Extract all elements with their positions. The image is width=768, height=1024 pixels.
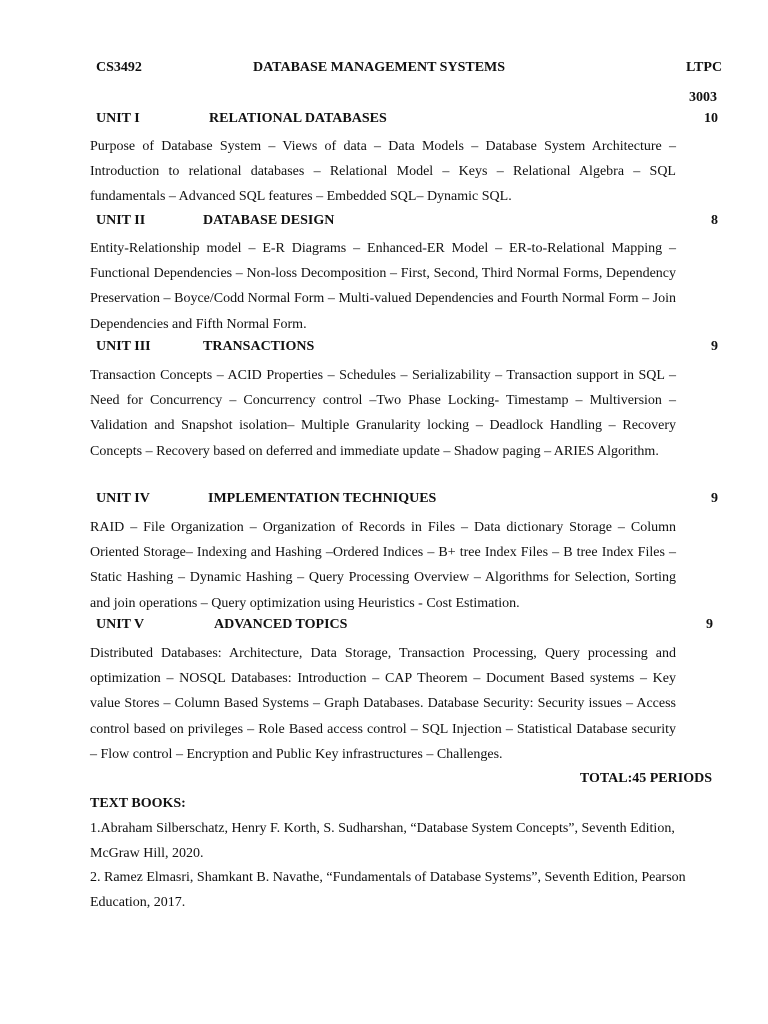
unit-content: Entity-Relationship model – E-R Diagrams – Enhanced-ER Model – ER-to-Relational Mapping – Functional Dependencies – Non-loss Decomposition – First, Second, Third Normal Forms, Dependency Preservation – Boyce/Codd Normal Form – Multi-valued Dependencies and Fourth Normal Form – Join Dependencies and Fifth Normal Form. bbox=[90, 241, 676, 332]
unit-number: UNIT II bbox=[96, 213, 146, 228]
unit-content: Transaction Concepts – ACID Properties – Schedules – Serializability – Transaction support in SQL – Need for Concurrency – Concurrency control –Two Phase Locking- Timestamp – Multiversion – Validation and Snapshot isolation– Multiple Granularity locking – Deadlock Handling – Recovery Concepts – Recovery based on deferred and immediate update – Shadow paging – ARIES Algorithm. bbox=[90, 368, 676, 459]
text-book-item: 2. Ramez Elmasri, Shamkant B. Navathe, “Fundamentals of Database Systems”, Seventh Edition, Pearson Education, 2017. bbox=[90, 870, 686, 910]
text-books-heading: TEXT BOOKS: bbox=[90, 796, 186, 811]
unit-title: ADVANCED TOPICS bbox=[214, 617, 348, 632]
unit-content: Distributed Databases: Architecture, Data Storage, Transaction Processing, Query processing and optimization – NOSQL Databases: Introduction – CAP Theorem – Document Based systems – Key value Stores – Column Based Systems – Graph Databases. Database Security: Security issues – Access control based on privileges – Role Based access control – SQL Injection – Statistical Database security – Flow control – Encryption and Public Key infrastructures – Challenges. bbox=[90, 646, 676, 762]
unit-hours: 9 bbox=[711, 491, 718, 506]
unit-number: UNIT I bbox=[96, 111, 140, 126]
ltpc-value: 3003 bbox=[689, 90, 717, 105]
text-book-item: 1.Abraham Silberschatz, Henry F. Korth, S. Sudharshan, “Database System Concepts”, Seventh Edition, McGraw Hill, 2020. bbox=[90, 821, 675, 861]
unit-hours: 9 bbox=[706, 617, 713, 632]
unit-title: DATABASE DESIGN bbox=[203, 213, 335, 228]
unit-content: Purpose of Database System – Views of data – Data Models – Database System Architecture – Introduction to relational databases – Relational Model – Keys – Relational Algebra – SQL fundamentals – Advanced SQL features – Embedded SQL– Dynamic SQL. bbox=[90, 139, 676, 205]
unit-number: UNIT III bbox=[96, 339, 151, 354]
unit-number: UNIT IV bbox=[96, 491, 150, 506]
course-title: DATABASE MANAGEMENT SYSTEMS bbox=[253, 60, 506, 75]
unit-number: UNIT V bbox=[96, 617, 145, 632]
total-periods: TOTAL:45 PERIODS bbox=[579, 771, 712, 786]
unit-hours: 10 bbox=[704, 111, 718, 126]
unit-hours: 8 bbox=[711, 213, 718, 228]
course-code: CS3492 bbox=[96, 60, 142, 75]
ltpc-label: LTPC bbox=[686, 60, 723, 75]
unit-title: IMPLEMENTATION TECHNIQUES bbox=[208, 491, 437, 506]
unit-title: TRANSACTIONS bbox=[203, 339, 315, 354]
unit-content: RAID – File Organization – Organization of Records in Files – Data dictionary Storage – Column Oriented Storage– Indexing and Hashing –Ordered Indices – B+ tree Index Files – B tree Index Files – Static Hashing – Dynamic Hashing – Query Processing Overview – Algorithms for Selection, Sorting and join operations – Query optimization using Heuristics - Cost Estimation. bbox=[90, 520, 676, 611]
unit-title: RELATIONAL DATABASES bbox=[209, 111, 387, 126]
unit-hours: 9 bbox=[711, 339, 718, 354]
